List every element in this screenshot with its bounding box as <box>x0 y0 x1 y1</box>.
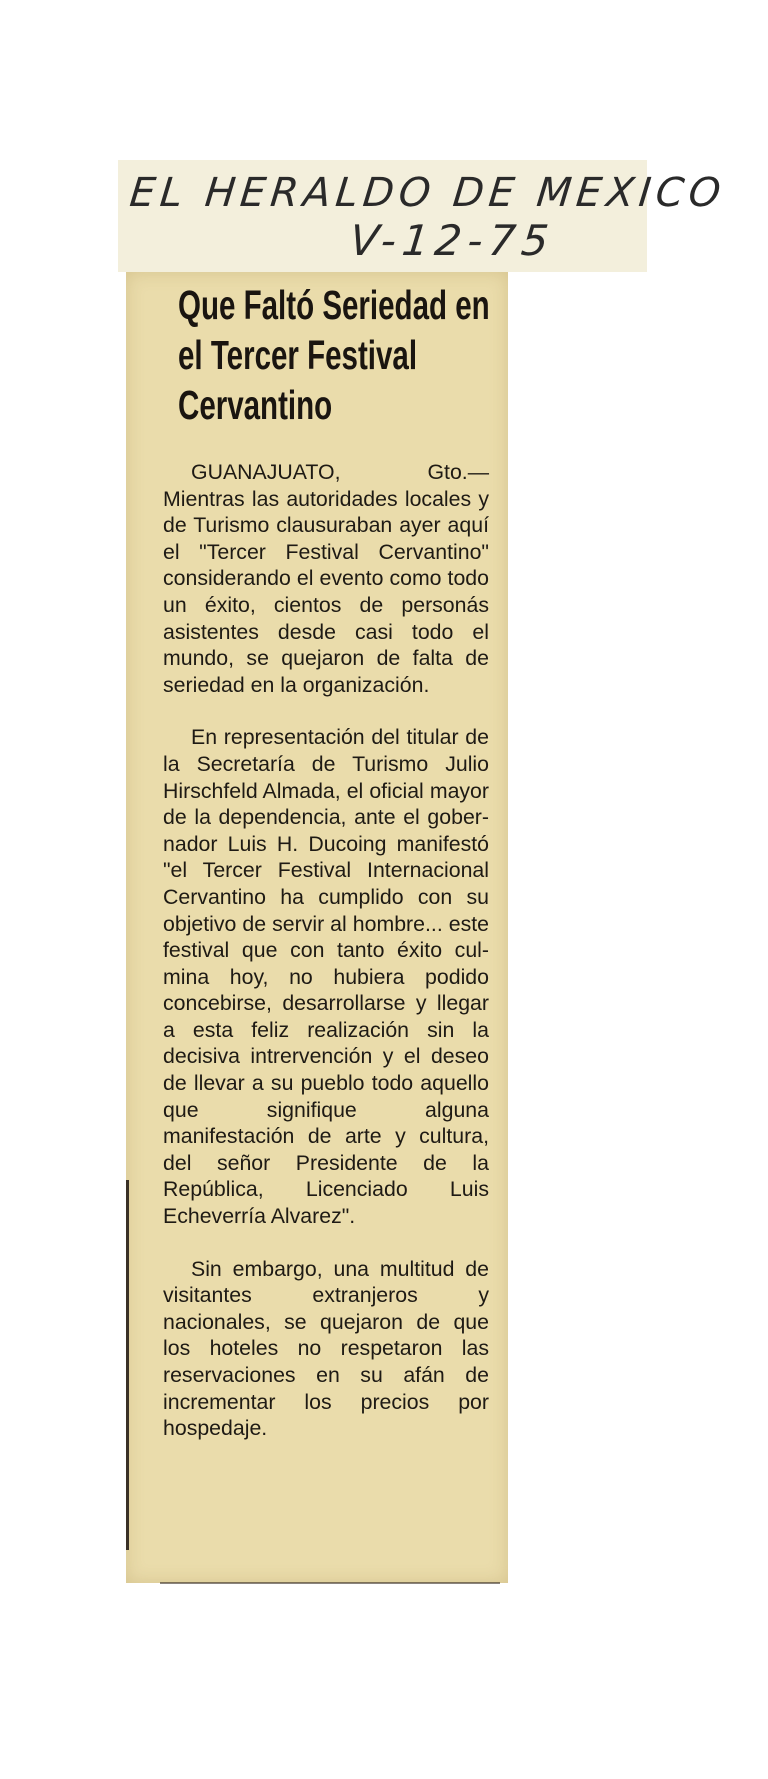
article-body <box>163 459 489 1442</box>
clipping-bottom-line <box>160 1582 500 1584</box>
article-headline: Que Faltó Seriedad en el Tercer Festival Cervantino <box>178 282 490 428</box>
article-paragraph-2: En representación del titular de la Secretaría de Turismo Julio Hirschfeld Almada, el oficial mayor de la dependencia, ante el gobernador Luis H. Ducoing manifestó "el Tercer Festival Internacional Cervantino ha cumplido con su objetivo de servir al hombre... este festival que con tanto éxito culmina hoy, no hubiera podido concebirse, desarrollarse y llegar a esta feliz realización sin la decisiva intrervención y el deseo de llevar a su pueblo todo aquello que signifique alguna manifestación de arte y cultura, del señor Presidente de la República, Licenciado Luis Echeverría Alvarez". <box>163 725 489 1229</box>
article-paragraph-3: Sin embargo, una multitud de visitantes extranjeros y nacionales, se quejaron de que los hoteles no respetaron las reservaciones en su afán de incrementar los precios por hospedaje. <box>163 1256 489 1441</box>
handwritten-date: V-12-75 <box>347 216 557 265</box>
clipping-edge-line <box>126 1180 129 1550</box>
handwritten-newspaper-name: EL HERALDO DE MEXICO <box>127 170 728 216</box>
article-paragraph-1: GUANAJUATO, Gto.— Mientras las autoridades locales y de Turismo clausuraban ayer aquí el "Tercer Festival Cervantino" considerando el evento como todo un éxito, cientos de personás asistentes desde casi todo el mundo, se quejaron de falta de seriedad en la organización. <box>163 460 489 697</box>
